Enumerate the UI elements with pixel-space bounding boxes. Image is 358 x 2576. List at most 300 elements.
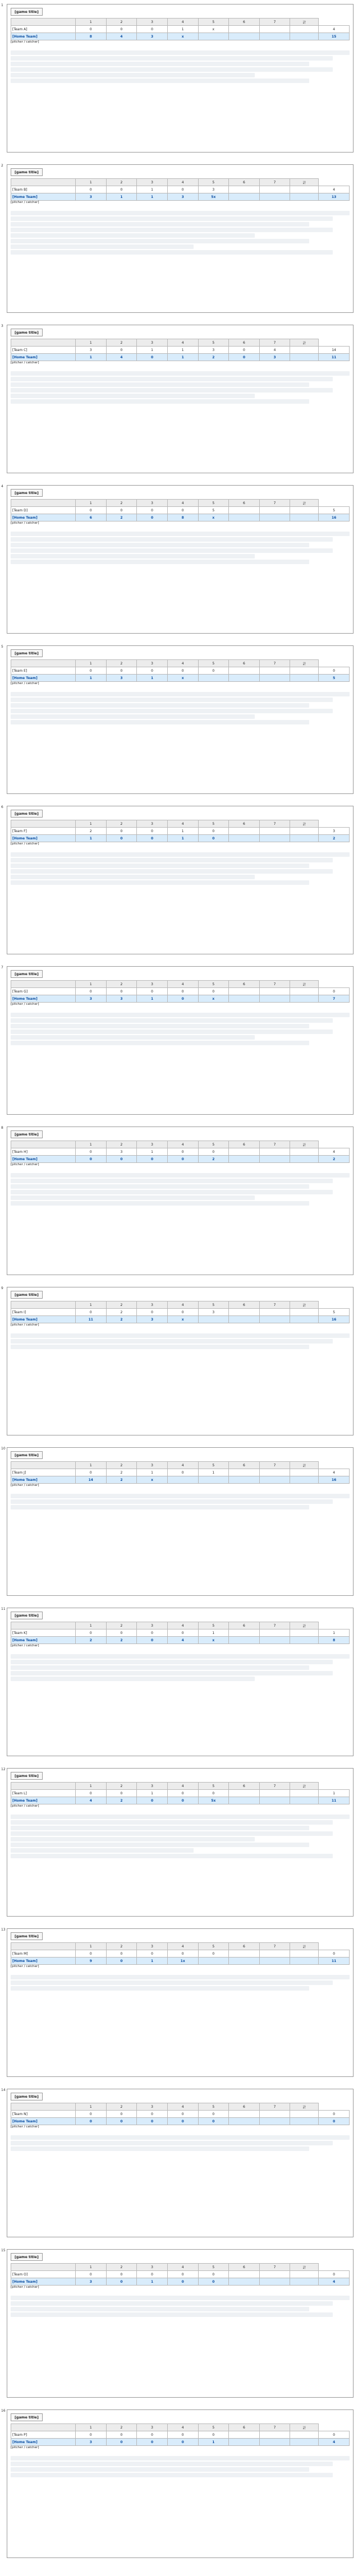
game-number: 7 <box>1 966 3 970</box>
game-number: 11 <box>1 1607 6 1611</box>
inning-header: 計 <box>290 2103 319 2111</box>
home-team-row <box>11 1637 350 1644</box>
inning-score <box>229 667 260 675</box>
game-report <box>11 2296 350 2394</box>
game-entry <box>0 321 358 479</box>
home-team-row <box>11 2278 350 2286</box>
inning-header: 7 <box>259 2424 290 2431</box>
inning-header: 4 <box>167 1301 198 1309</box>
inning-score: 1 <box>137 2278 168 2286</box>
inning-score <box>259 2431 290 2439</box>
team-name: [Team G] <box>11 988 76 995</box>
home-team-row <box>11 1476 350 1484</box>
inning-score: 0 <box>137 828 168 835</box>
batteries: [pitcher / catcher] <box>11 1323 39 1327</box>
inning-score: 1 <box>167 354 198 361</box>
report-line <box>11 709 333 713</box>
report-line <box>11 1815 350 1819</box>
inning-score <box>259 2439 290 2446</box>
team-name: [Team N] <box>11 2111 76 2118</box>
report-line <box>11 1179 333 1183</box>
total-score: 4 <box>319 2278 350 2286</box>
inning-score: 0 <box>76 988 107 995</box>
inning-score: 0 <box>106 26 137 33</box>
team-name: [Team A] <box>11 26 76 33</box>
team-name: [Home Team] <box>11 1958 76 1965</box>
game-entry <box>0 2085 358 2243</box>
inning-score: 3 <box>259 354 290 361</box>
inning-header: 6 <box>229 339 260 347</box>
game-entry <box>0 641 358 800</box>
batteries: [pitcher / catcher] <box>11 2286 39 2289</box>
inning-score: x <box>198 1637 229 1644</box>
inning-score <box>290 1958 319 1965</box>
inning-header: 7 <box>259 179 290 186</box>
inning-score <box>229 1958 260 1965</box>
inning-score: 1 <box>167 828 198 835</box>
inning-score: 8 <box>167 514 198 521</box>
inning-score: 0 <box>76 1309 107 1316</box>
home-team-row <box>11 1797 350 1804</box>
inning-score <box>290 514 319 521</box>
inning-header: 5 <box>198 820 229 828</box>
inning-score <box>229 828 260 835</box>
inning-score: x <box>167 1316 198 1323</box>
inning-score: 0 <box>137 354 168 361</box>
total-score: 5 <box>319 507 350 514</box>
inning-score <box>290 835 319 842</box>
inning-score: 0 <box>167 1148 198 1156</box>
scoreboard <box>11 2103 350 2125</box>
inning-header: 2 <box>106 2264 137 2271</box>
batteries: [pitcher / catcher] <box>11 1003 39 1006</box>
inning-score <box>290 1476 319 1484</box>
inning-score: 1 <box>137 347 168 354</box>
inning-header: 5 <box>198 19 229 26</box>
total-score: 1 <box>319 1790 350 1797</box>
inning-score: 0 <box>76 1148 107 1156</box>
inning-score: 2 <box>198 354 229 361</box>
opponent-row <box>11 2111 350 2118</box>
inning-header: 3 <box>137 1783 168 1790</box>
total-score: 11 <box>319 354 350 361</box>
inning-score <box>290 2111 319 2118</box>
inning-header: 6 <box>229 500 260 507</box>
game-box <box>7 4 354 153</box>
inning-header <box>11 179 76 186</box>
game-number: 6 <box>1 805 3 809</box>
home-team-row <box>11 2439 350 2446</box>
inning-header: 4 <box>167 2424 198 2431</box>
report-line <box>11 532 350 536</box>
inning-header: 4 <box>167 1943 198 1950</box>
inning-score: 0 <box>106 828 137 835</box>
total-score: 11 <box>319 1797 350 1804</box>
game-entry <box>0 962 358 1121</box>
report-line <box>11 864 309 868</box>
inning-score: 0 <box>76 2431 107 2439</box>
game-header: [game title] <box>11 970 43 978</box>
inning-header: 5 <box>198 2103 229 2111</box>
inning-score <box>229 193 260 201</box>
inning-score: 0 <box>106 1958 137 1965</box>
scoreboard <box>11 2263 350 2286</box>
inning-header <box>11 1141 76 1148</box>
inning-header: 1 <box>76 981 107 988</box>
inning-score <box>259 1958 290 1965</box>
batteries: [pitcher / catcher] <box>11 842 39 846</box>
inning-score <box>290 1156 319 1163</box>
inning-score <box>259 675 290 682</box>
inning-header: 2 <box>106 500 137 507</box>
inning-score: 0 <box>167 2431 198 2439</box>
inning-score <box>290 1950 319 1958</box>
game-entry <box>0 2406 358 2564</box>
inning-header: 7 <box>259 660 290 667</box>
inning-score: 3 <box>106 675 137 682</box>
team-name: [Team F] <box>11 828 76 835</box>
report-line <box>11 720 309 724</box>
report-line <box>11 1671 333 1675</box>
batteries: [pitcher / catcher] <box>11 1163 39 1166</box>
inning-score: 0 <box>106 186 137 193</box>
inning-score: 2 <box>106 1469 137 1476</box>
inning-score <box>259 33 290 40</box>
game-entry <box>0 1123 358 1281</box>
batteries: [pitcher / catcher] <box>11 1644 39 1647</box>
report-line <box>11 560 309 564</box>
inning-header <box>11 500 76 507</box>
inning-header: 3 <box>137 820 168 828</box>
scoreboard <box>11 499 350 521</box>
inning-header: 計 <box>290 179 319 186</box>
inning-header: 6 <box>229 981 260 988</box>
inning-score: 0 <box>167 2118 198 2125</box>
inning-score: 0 <box>106 2271 137 2278</box>
total-score: 5 <box>319 1309 350 1316</box>
inning-score <box>229 2431 260 2439</box>
inning-score: 1 <box>137 1790 168 1797</box>
inning-score: 0 <box>167 1469 198 1476</box>
report-line <box>11 880 309 885</box>
total-score: 14 <box>319 347 350 354</box>
inning-score <box>290 1797 319 1804</box>
inning-header: 7 <box>259 500 290 507</box>
inning-score <box>290 1148 319 1156</box>
total-score: 15 <box>319 33 350 40</box>
inning-header: 2 <box>106 1141 137 1148</box>
inning-header: 4 <box>167 1141 198 1148</box>
inning-header: 4 <box>167 1783 198 1790</box>
inning-score: 0 <box>137 507 168 514</box>
report-line <box>11 875 255 879</box>
inning-score <box>229 26 260 33</box>
opponent-row <box>11 2271 350 2278</box>
total-score: 3 <box>319 828 350 835</box>
inning-score: 0 <box>167 1156 198 1163</box>
inning-score: 0 <box>76 2118 107 2125</box>
inning-score <box>198 1316 229 1323</box>
game-box <box>7 645 354 794</box>
report-line <box>11 1677 255 1681</box>
team-name: [Team E] <box>11 667 76 675</box>
inning-score: 0 <box>167 1950 198 1958</box>
inning-score: 0 <box>106 988 137 995</box>
inning-score: 0 <box>167 507 198 514</box>
scoreboard <box>11 1461 350 1484</box>
inning-score: 0 <box>76 2111 107 2118</box>
inning-header: 7 <box>259 2103 290 2111</box>
inning-score: 0 <box>137 2111 168 2118</box>
opponent-row <box>11 186 350 193</box>
report-line <box>11 1173 350 1178</box>
team-name: [Home Team] <box>11 1316 76 1323</box>
inning-header: 7 <box>259 2264 290 2271</box>
inning-header: 計 <box>290 2424 319 2431</box>
batteries: [pitcher / catcher] <box>11 1484 39 1487</box>
inning-score <box>229 1637 260 1644</box>
inning-score: 0 <box>229 347 260 354</box>
scoreboard-header-row <box>11 1301 350 1309</box>
home-team-row <box>11 835 350 842</box>
inning-header <box>11 19 76 26</box>
inning-score <box>259 507 290 514</box>
inning-header: 2 <box>106 339 137 347</box>
inning-header: 1 <box>76 2424 107 2431</box>
inning-score: 3 <box>76 2278 107 2286</box>
inning-header: 3 <box>137 2424 168 2431</box>
total-score: 0 <box>319 667 350 675</box>
team-name: [Team O] <box>11 2271 76 2278</box>
inning-header: 1 <box>76 179 107 186</box>
team-name: [Team J] <box>11 1469 76 1476</box>
inning-header: 5 <box>198 1622 229 1629</box>
inning-score: 0 <box>198 2271 229 2278</box>
inning-header: 2 <box>106 1301 137 1309</box>
report-line <box>11 1184 309 1189</box>
inning-score: 0 <box>198 1790 229 1797</box>
inning-score: 0 <box>137 26 168 33</box>
opponent-row <box>11 1469 350 1476</box>
game-entry <box>0 160 358 319</box>
inning-score <box>290 26 319 33</box>
inning-score <box>259 1309 290 1316</box>
opponent-row <box>11 1790 350 1797</box>
inning-score: 0 <box>167 988 198 995</box>
opponent-row <box>11 507 350 514</box>
inning-score: 0 <box>137 1309 168 1316</box>
inning-score <box>259 1148 290 1156</box>
inning-score: 0 <box>76 2271 107 2278</box>
inning-header: 5 <box>198 1301 229 1309</box>
report-line <box>11 388 333 393</box>
inning-score: 0 <box>198 835 229 842</box>
inning-header: 4 <box>167 500 198 507</box>
report-line <box>11 1820 333 1825</box>
scoreboard-header-row <box>11 500 350 507</box>
inning-header: 3 <box>137 1943 168 1950</box>
team-name: [Home Team] <box>11 2118 76 2125</box>
report-line <box>11 858 333 862</box>
inning-score <box>259 1790 290 1797</box>
game-entry <box>0 0 358 159</box>
inning-score: 2 <box>198 1156 229 1163</box>
inning-score <box>259 828 290 835</box>
report-line <box>11 869 333 874</box>
inning-score: 0 <box>229 354 260 361</box>
inning-header: 1 <box>76 1462 107 1469</box>
inning-header: 3 <box>137 19 168 26</box>
inning-header: 2 <box>106 660 137 667</box>
game-entry <box>0 1764 358 1923</box>
game-box <box>7 325 354 473</box>
report-line <box>11 1826 309 1830</box>
game-report <box>11 2135 350 2233</box>
inning-header: 1 <box>76 2103 107 2111</box>
team-name: [Home Team] <box>11 2439 76 2446</box>
inning-header: 2 <box>106 179 137 186</box>
game-number: 3 <box>1 324 3 328</box>
game-number: 1 <box>1 3 3 7</box>
total-score: 16 <box>319 1316 350 1323</box>
total-score: 4 <box>319 1148 350 1156</box>
inning-header: 計 <box>290 2264 319 2271</box>
inning-score: 0 <box>198 988 229 995</box>
total-score: 8 <box>319 1637 350 1644</box>
game-report <box>11 852 350 950</box>
inning-header <box>11 1462 76 1469</box>
inning-score: 8 <box>76 33 107 40</box>
inning-score: 0 <box>106 2118 137 2125</box>
inning-score <box>198 33 229 40</box>
inning-score <box>290 1309 319 1316</box>
inning-score <box>198 1958 229 1965</box>
opponent-row <box>11 988 350 995</box>
inning-score <box>229 1790 260 1797</box>
inning-score: 1 <box>76 835 107 842</box>
game-box <box>7 806 354 954</box>
inning-score <box>229 186 260 193</box>
team-name: [Home Team] <box>11 33 76 40</box>
report-line <box>11 67 333 72</box>
batteries: [pitcher / catcher] <box>11 40 39 44</box>
inning-score: 5x <box>198 193 229 201</box>
report-line <box>11 2307 309 2311</box>
scoreboard-header-row <box>11 1462 350 1469</box>
report-line <box>11 371 350 376</box>
inning-header: 5 <box>198 1141 229 1148</box>
report-line <box>11 228 333 232</box>
inning-header: 5 <box>198 500 229 507</box>
report-line <box>11 714 255 719</box>
game-report <box>11 692 350 790</box>
inning-score: 4 <box>167 1637 198 1644</box>
scoreboard-header-row <box>11 1943 350 1950</box>
inning-header: 4 <box>167 2264 198 2271</box>
report-line <box>11 79 309 83</box>
inning-header <box>11 2424 76 2431</box>
game-header: [game title] <box>11 1451 43 1459</box>
report-line <box>11 2467 309 2472</box>
inning-header: 2 <box>106 2424 137 2431</box>
report-line <box>11 2312 333 2317</box>
game-header: [game title] <box>11 1932 43 1940</box>
inning-score: 2 <box>106 1309 137 1316</box>
inning-score <box>259 2278 290 2286</box>
inning-header <box>11 339 76 347</box>
home-team-row <box>11 354 350 361</box>
team-name: [Home Team] <box>11 1797 76 1804</box>
game-number: 4 <box>1 484 3 488</box>
game-box <box>7 2089 354 2237</box>
scoreboard-header-row <box>11 179 350 186</box>
inning-header: 1 <box>76 2264 107 2271</box>
inning-score: 3 <box>76 995 107 1003</box>
inning-header: 4 <box>167 339 198 347</box>
inning-header: 4 <box>167 1462 198 1469</box>
inning-score <box>290 2278 319 2286</box>
inning-header: 6 <box>229 1462 260 1469</box>
game-box <box>7 2249 354 2398</box>
opponent-row <box>11 1148 350 1156</box>
team-name: [Home Team] <box>11 995 76 1003</box>
game-entry <box>0 481 358 640</box>
inning-header: 6 <box>229 19 260 26</box>
inning-score: 0 <box>106 667 137 675</box>
game-box <box>7 1127 354 1275</box>
inning-header: 5 <box>198 1943 229 1950</box>
inning-header: 1 <box>76 660 107 667</box>
inning-score: 14 <box>76 1476 107 1484</box>
report-line <box>11 233 255 238</box>
inning-header: 3 <box>137 179 168 186</box>
inning-header: 計 <box>290 981 319 988</box>
inning-score: 0 <box>167 1309 198 1316</box>
inning-score: 0 <box>76 26 107 33</box>
inning-score: 1x <box>167 1958 198 1965</box>
team-name: [Home Team] <box>11 835 76 842</box>
inning-header: 5 <box>198 2424 229 2431</box>
inning-score: x <box>198 995 229 1003</box>
opponent-row <box>11 26 350 33</box>
inning-score: 9 <box>76 1958 107 1965</box>
inning-score: 0 <box>76 1790 107 1797</box>
inning-header: 計 <box>290 1301 319 1309</box>
report-line <box>11 1499 333 1504</box>
inning-score: 0 <box>76 1469 107 1476</box>
scoreboard-header-row <box>11 1783 350 1790</box>
inning-score <box>259 667 290 675</box>
report-line <box>11 537 333 542</box>
inning-header: 計 <box>290 19 319 26</box>
inning-score: 3 <box>106 1148 137 1156</box>
report-line <box>11 2301 333 2306</box>
inning-header: 7 <box>259 1943 290 1950</box>
inning-header: 3 <box>137 339 168 347</box>
inning-header: 6 <box>229 1943 260 1950</box>
batteries: [pitcher / catcher] <box>11 1965 39 1968</box>
inning-score: 0 <box>137 2431 168 2439</box>
inning-score: 5x <box>198 1797 229 1804</box>
home-team-row <box>11 1316 350 1323</box>
inning-score: 0 <box>76 1629 107 1637</box>
inning-score: 0 <box>167 186 198 193</box>
inning-score <box>229 1309 260 1316</box>
inning-score: 0 <box>106 507 137 514</box>
inning-header: 5 <box>198 339 229 347</box>
inning-score <box>229 1476 260 1484</box>
inning-score <box>229 995 260 1003</box>
